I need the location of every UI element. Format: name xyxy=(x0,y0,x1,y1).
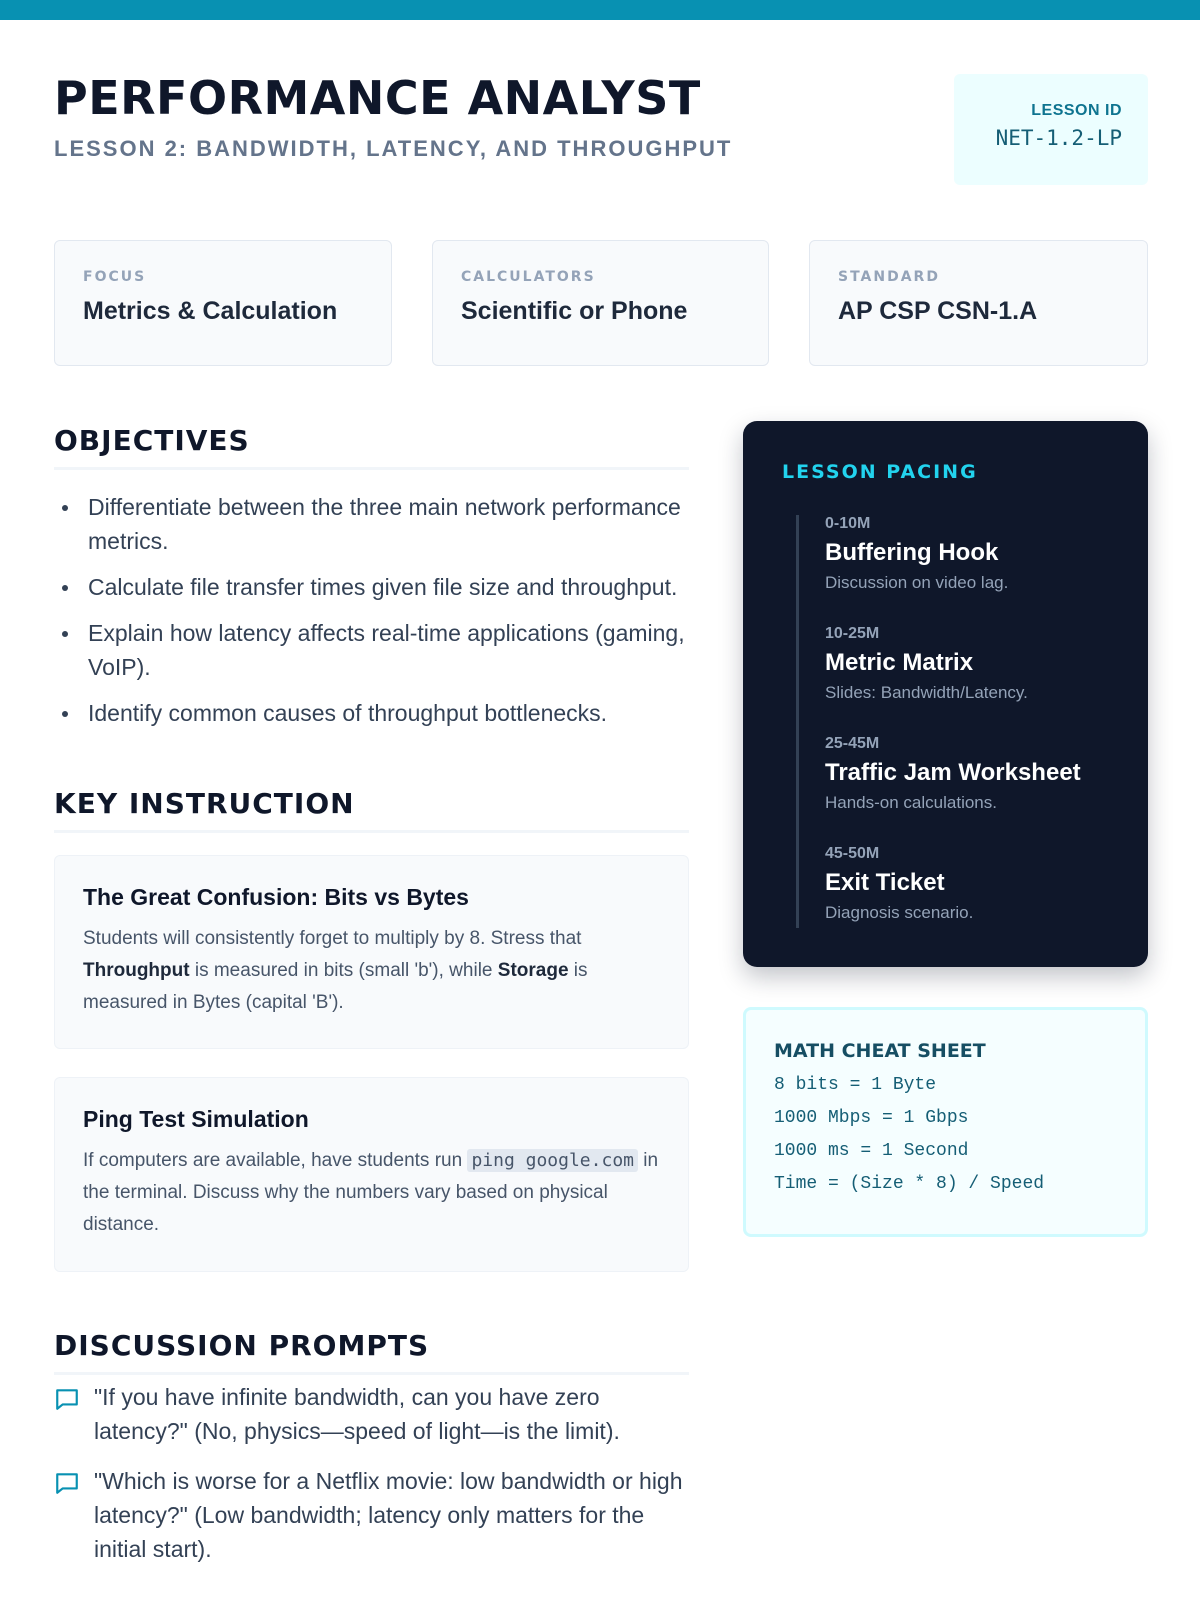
focus-label: FOCUS xyxy=(83,269,147,285)
cheat-line: 1000 Mbps = 1 Gbps xyxy=(774,1108,969,1128)
lesson-id-badge xyxy=(954,74,1148,185)
cheat-line: 1000 ms = 1 Second xyxy=(774,1141,969,1161)
pacing-desc: Hands-on calculations. xyxy=(825,793,997,812)
instruction-card-ping-test xyxy=(54,1077,689,1272)
discussion-prompts-list xyxy=(54,1380,694,1582)
pacing-heading: LESSON PACING xyxy=(782,461,978,483)
page-title: PERFORMANCE ANALYST xyxy=(54,71,701,125)
math-cheat-sheet xyxy=(743,1007,1148,1237)
pacing-name: Exit Ticket xyxy=(825,869,945,896)
pacing-time: 0-10M xyxy=(825,515,871,532)
instruction-card-body: Students will consistently forget to multiply by 8. Stress that Throughput is measured in bits (small 'b'), while Storage is measured in Bytes (capital 'B'). xyxy=(83,928,588,1013)
list-item: Explain how latency affects real-time applications (gaming, VoIP). xyxy=(54,616,694,684)
instruction-card-title: Ping Test Simulation xyxy=(83,1106,309,1132)
page-subtitle: LESSON 2: BANDWIDTH, LATENCY, AND THROUGHPUT xyxy=(54,136,733,161)
pacing-item xyxy=(825,735,1081,813)
focus-value: Metrics & Calculation xyxy=(83,297,338,325)
ping-command-code: ping google.com xyxy=(467,1149,638,1172)
list-item: "If you have infinite bandwidth, can you have zero latency?" (No, physics—speed of light—is the limit). xyxy=(54,1380,694,1448)
chat-bubble-icon xyxy=(54,1386,80,1412)
pacing-item xyxy=(825,625,1028,703)
pacing-name: Metric Matrix xyxy=(825,649,974,676)
instruction-card-title: The Great Confusion: Bits vs Bytes xyxy=(83,884,469,910)
key-instruction-heading: KEY INSTRUCTION xyxy=(54,787,689,833)
cheat-sheet-heading: MATH CHEAT SHEET xyxy=(774,1040,986,1062)
list-item: Calculate file transfer times given file size and throughput. xyxy=(54,570,694,604)
list-item: "Which is worse for a Netflix movie: low bandwidth or high latency?" (Low bandwidth; latency only matters for the initial start). xyxy=(54,1464,694,1566)
discussion-heading: DISCUSSION PROMPTS xyxy=(54,1329,689,1375)
pacing-name: Buffering Hook xyxy=(825,539,999,566)
standard-label: STANDARD xyxy=(838,269,940,285)
pacing-desc: Diagnosis scenario. xyxy=(825,903,974,922)
pacing-time: 45-50M xyxy=(825,845,880,862)
calculators-label: CALCULATORS xyxy=(461,269,596,285)
list-item: Differentiate between the three main network performance metrics. xyxy=(54,490,694,558)
cheat-line: Time = (Size * 8) / Speed xyxy=(774,1174,1045,1194)
pacing-name: Traffic Jam Worksheet xyxy=(825,759,1081,786)
pacing-time: 25-45M xyxy=(825,735,880,752)
top-accent-bar xyxy=(0,0,1200,20)
chat-bubble-icon xyxy=(54,1470,80,1496)
objectives-heading: OBJECTIVES xyxy=(54,424,689,470)
focus-card xyxy=(54,240,392,366)
instruction-card-body: If computers are available, have students run ping google.com in the terminal. Discuss why the numbers vary based on physical distance. xyxy=(83,1150,659,1235)
lesson-id-value: NET-1.2-LP xyxy=(995,126,1122,150)
lesson-id-label: LESSON ID xyxy=(1031,102,1122,119)
calculators-value: Scientific or Phone xyxy=(461,297,688,325)
standard-value: AP CSP CSN-1.A xyxy=(838,297,1038,325)
pacing-desc: Discussion on video lag. xyxy=(825,573,1009,592)
pacing-item xyxy=(825,515,1008,593)
lesson-pacing-panel xyxy=(743,421,1148,967)
pacing-timeline xyxy=(796,515,799,928)
instruction-card-bits-bytes xyxy=(54,855,689,1049)
calculators-card xyxy=(432,240,769,366)
pacing-time: 10-25M xyxy=(825,625,880,642)
list-item: Identify common causes of throughput bottlenecks. xyxy=(54,696,694,730)
pacing-desc: Slides: Bandwidth/Latency. xyxy=(825,683,1028,702)
cheat-line: 8 bits = 1 Byte xyxy=(774,1075,937,1095)
standard-card xyxy=(809,240,1148,366)
page-header xyxy=(54,70,732,162)
pacing-item xyxy=(825,845,973,923)
objectives-list xyxy=(54,490,694,742)
